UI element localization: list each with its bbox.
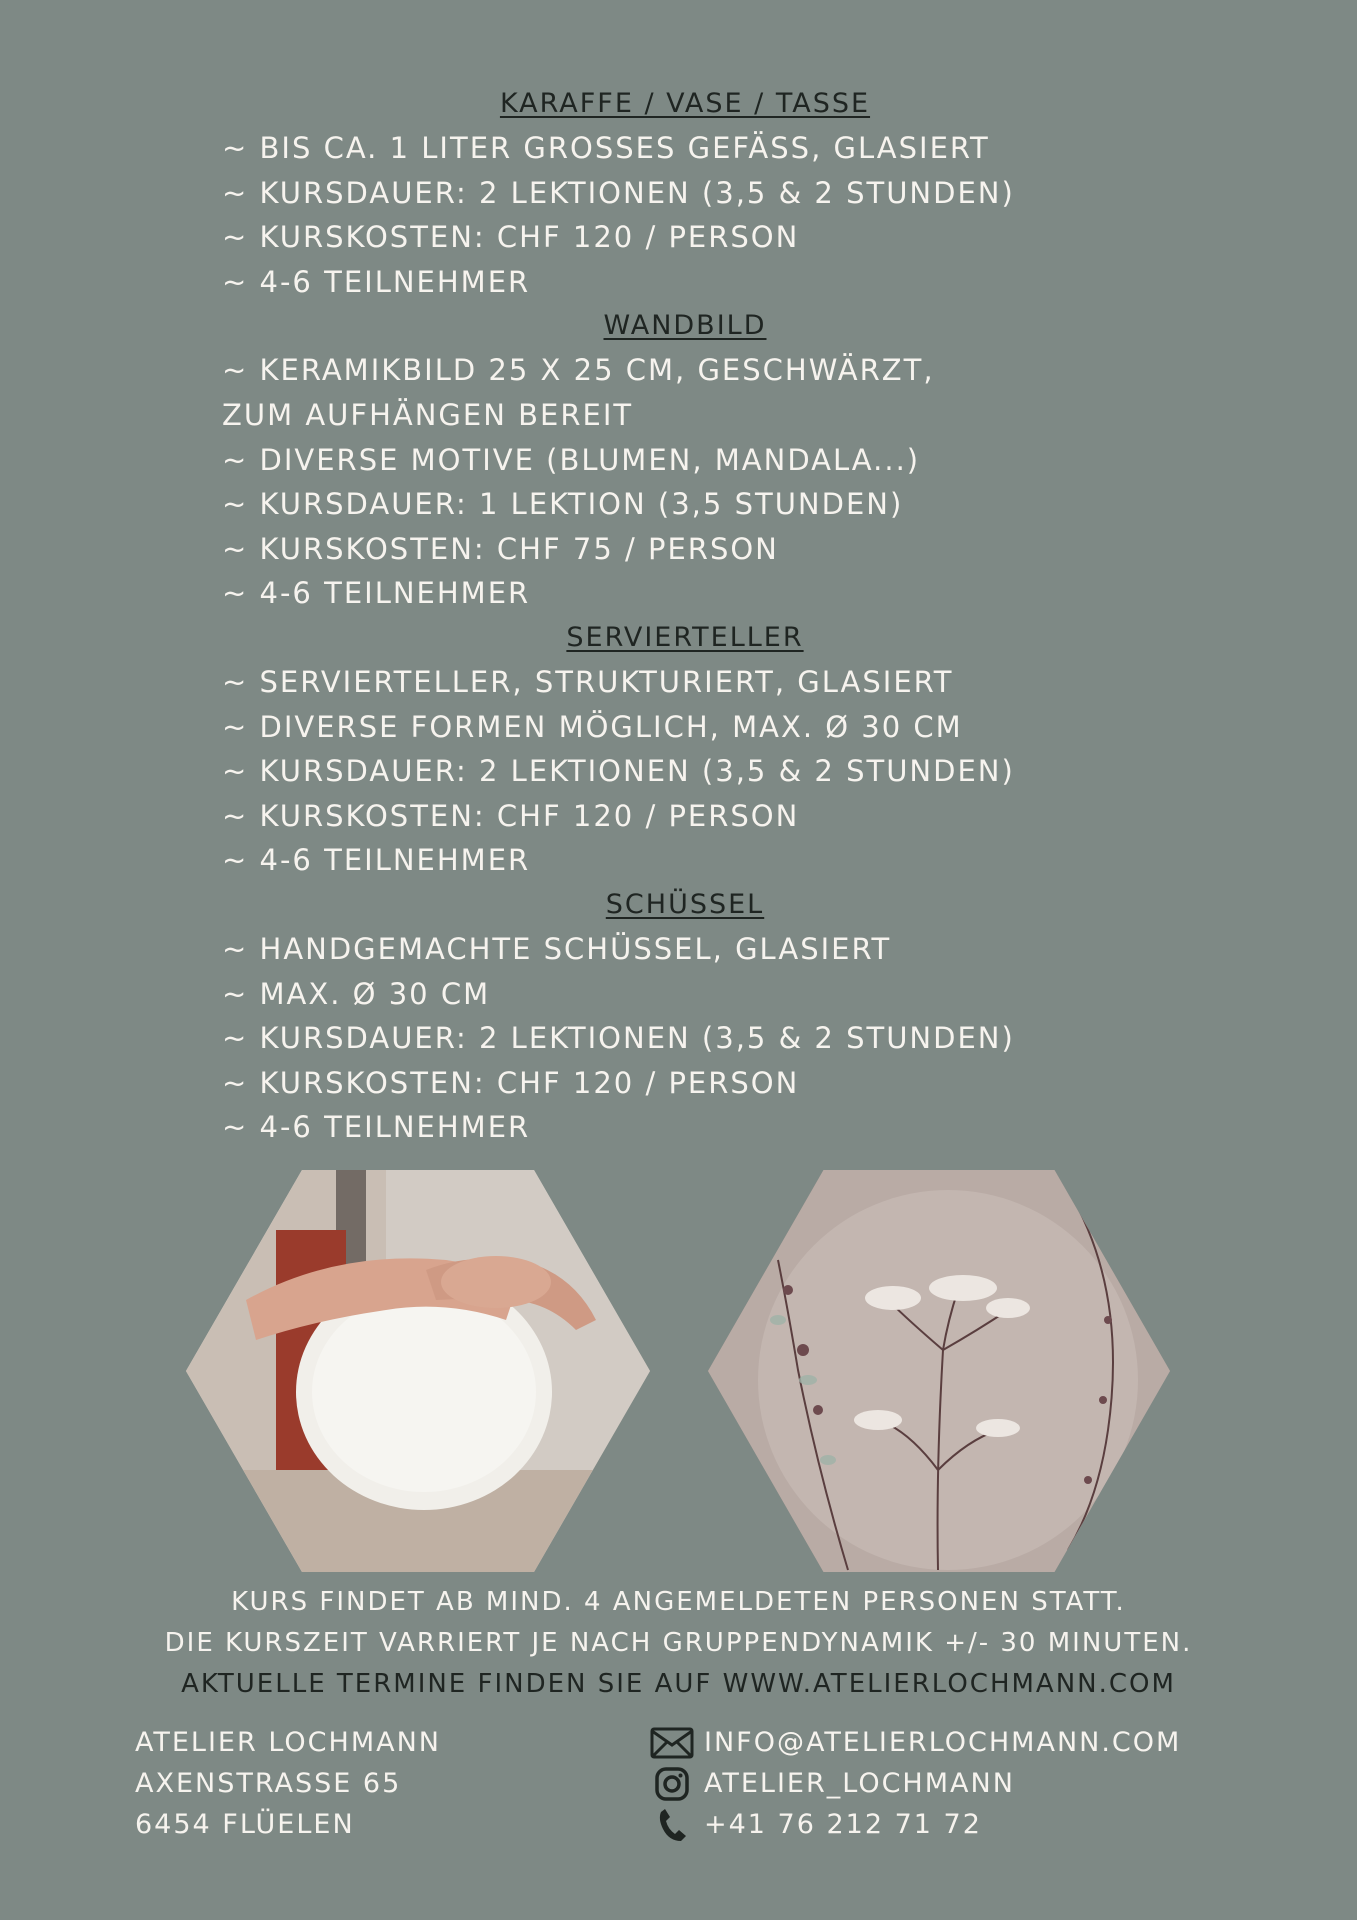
email-contact[interactable] bbox=[650, 1722, 1181, 1763]
course-detail-line: ~ DIVERSE FORMEN MÖGLICH, MAX. Ø 30 CM bbox=[222, 709, 963, 744]
phone-contact[interactable] bbox=[650, 1804, 1181, 1845]
photo-gallery bbox=[0, 1170, 1357, 1572]
pottery-hands-photo bbox=[186, 1170, 650, 1572]
course-detail-line: ~ 4-6 TEILNEHMER bbox=[222, 1110, 531, 1145]
dried-flower-illustration bbox=[708, 1170, 1170, 1572]
section-heading-wrap bbox=[222, 883, 1148, 927]
section-heading-wrap bbox=[222, 616, 1148, 660]
mail-icon bbox=[650, 1725, 694, 1761]
phone-icon bbox=[650, 1807, 694, 1843]
city-address: 6454 FLÜELEN bbox=[135, 1809, 355, 1840]
course-section-wandbild bbox=[222, 304, 1142, 616]
course-detail-line: ~ KURSKOSTEN: CHF 120 / PERSON bbox=[222, 798, 800, 833]
course-section-servierteller bbox=[222, 616, 1142, 883]
course-detail-line: ~ HANDGEMACHTE SCHÜSSEL, GLASIERT bbox=[222, 931, 892, 966]
course-detail-line: ~ 4-6 TEILNEHMER bbox=[222, 576, 531, 611]
section-heading: SERVIERTELLER bbox=[566, 621, 804, 653]
course-detail-line: ~ 4-6 TEILNEHMER bbox=[222, 264, 531, 299]
course-notes bbox=[0, 1582, 1357, 1705]
atelier-name: ATELIER LOCHMANN bbox=[135, 1727, 441, 1758]
course-detail-line: ~ 4-6 TEILNEHMER bbox=[222, 843, 531, 878]
course-detail-line: ZUM AUFHÄNGEN BEREIT bbox=[222, 397, 634, 432]
course-list bbox=[222, 82, 1142, 1150]
course-detail-line: ~ KURSDAUER: 2 LEKTIONEN (3,5 & 2 STUNDEN) bbox=[222, 1021, 1015, 1056]
section-heading: WANDBILD bbox=[603, 310, 767, 342]
course-detail-line: ~ BIS CA. 1 LITER GROSSES GEFÄSS, GLASIERT bbox=[222, 131, 990, 165]
note-duration-variance: DIE KURSZEIT VARRIERT JE NACH GRUPPENDYNAMIK +/- 30 MINUTEN. bbox=[164, 1628, 1193, 1658]
email-text[interactable]: INFO@ATELIERLOCHMANN.COM bbox=[704, 1727, 1182, 1758]
section-heading: SCHÜSSEL bbox=[605, 888, 765, 920]
course-detail-line: ~ KERAMIKBILD 25 X 25 CM, GESCHWÄRZT, bbox=[222, 353, 935, 388]
section-heading-wrap bbox=[222, 82, 1148, 126]
course-detail-line: ~ SERVIERTELLER, STRUKTURIERT, GLASIERT bbox=[222, 664, 954, 699]
section-heading-wrap bbox=[222, 304, 1148, 348]
section-heading: KARAFFE / VASE / TASSE bbox=[499, 88, 871, 119]
course-section-schuessel bbox=[222, 883, 1142, 1150]
course-detail-line: ~ KURSDAUER: 1 LEKTION (3,5 STUNDEN) bbox=[222, 487, 904, 522]
course-detail-line: ~ KURSDAUER: 2 LEKTIONEN (3,5 & 2 STUNDEN) bbox=[222, 754, 1015, 789]
phone-number[interactable]: +41 76 212 71 72 bbox=[704, 1809, 982, 1840]
address-block bbox=[135, 1722, 441, 1845]
pottery-hands-illustration bbox=[186, 1170, 650, 1572]
course-detail-line: ~ DIVERSE MOTIVE (BLUMEN, MANDALA...) bbox=[222, 442, 921, 477]
note-minimum-participants: KURS FINDET AB MIND. 4 ANGEMELDETEN PERSONEN STATT. bbox=[231, 1587, 1126, 1617]
flower-relief-photo bbox=[708, 1170, 1170, 1572]
course-detail-line: ~ KURSKOSTEN: CHF 120 / PERSON bbox=[222, 220, 800, 255]
course-detail-line: ~ KURSKOSTEN: CHF 75 / PERSON bbox=[222, 531, 779, 566]
course-detail-line: ~ KURSKOSTEN: CHF 120 / PERSON bbox=[222, 1065, 800, 1100]
street-address: AXENSTRASSE 65 bbox=[135, 1768, 402, 1799]
instagram-icon bbox=[650, 1766, 694, 1802]
instagram-handle[interactable]: ATELIER_LOCHMANN bbox=[704, 1768, 1015, 1799]
instagram-contact[interactable] bbox=[650, 1763, 1181, 1804]
course-detail-line: ~ MAX. Ø 30 CM bbox=[222, 976, 491, 1011]
course-detail-line: ~ KURSDAUER: 2 LEKTIONEN (3,5 & 2 STUNDEN) bbox=[222, 175, 1015, 210]
note-website-dates: AKTUELLE TERMINE FINDEN SIE AUF WWW.ATELIERLOCHMANN.COM bbox=[181, 1669, 1176, 1699]
course-section-karaffe bbox=[222, 82, 1142, 304]
contact-block bbox=[650, 1722, 1181, 1845]
